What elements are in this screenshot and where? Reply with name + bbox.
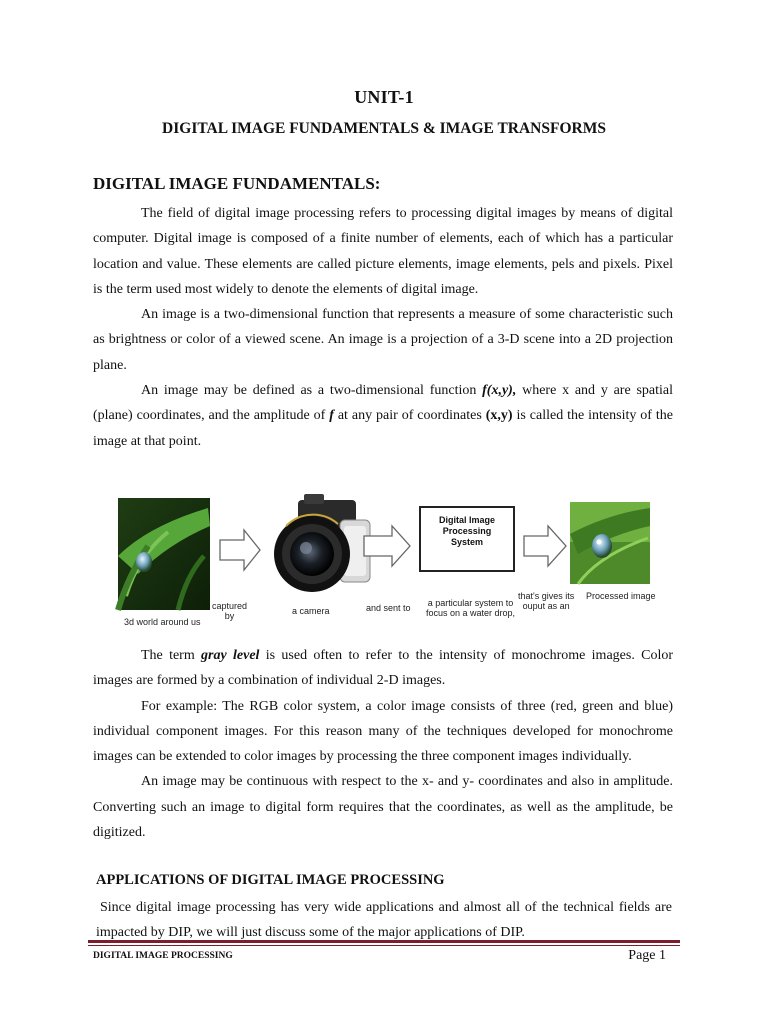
- caption-captured: [212, 601, 247, 621]
- caption-line: ouput as an: [522, 601, 570, 611]
- caption-processed: Processed image: [586, 591, 656, 601]
- footer-course-name: DIGITAL IMAGE PROCESSING: [93, 951, 233, 961]
- body-text-top: [93, 201, 673, 454]
- unit-title: UNIT-1: [354, 87, 414, 107]
- processed-photo: [570, 502, 650, 584]
- arrow-icon: [220, 530, 260, 570]
- caption-sent: and sent to: [366, 603, 411, 613]
- applications-heading: APPLICATIONS OF DIGITAL IMAGE PROCESSING: [96, 872, 445, 888]
- footer-rule: [88, 940, 680, 943]
- caption-line: captured: [212, 601, 248, 611]
- world-photo: [118, 498, 210, 610]
- caption-line: by: [224, 611, 235, 621]
- dip-box-label-line1: Digital Image Processing: [438, 515, 495, 536]
- text-run: where x and y are spatial (plane) coordinates, and the amplitude of: [93, 383, 673, 424]
- caption-line: a particular system to: [427, 598, 514, 608]
- text-run: is called the intensity of the image at that point.: [93, 408, 673, 449]
- arrow-icon: [364, 526, 410, 566]
- caption-line: focus on a water drop,: [426, 608, 516, 618]
- caption-world: 3d world around us: [124, 617, 201, 627]
- body-text-bottom: [93, 643, 673, 845]
- formula-f: f: [329, 408, 334, 424]
- camera-icon: [274, 494, 370, 592]
- text-run: The term: [141, 648, 202, 663]
- caption-system: [426, 598, 515, 618]
- dip-system-box: [419, 506, 515, 572]
- dip-box-label-line2: System: [450, 537, 484, 547]
- section-heading: DIGITAL IMAGE FUNDAMENTALS:: [93, 174, 381, 193]
- paragraph-image-function: An image is a two-dimensional function that represents a measure of some characteristic such as brightness or color of a viewed scene. An image is a projection of a 3-D scene into a 2D projection plane.: [93, 307, 673, 373]
- text-run: An image may be defined as a two-dimensional function: [141, 383, 483, 399]
- caption-camera: a camera: [292, 606, 330, 616]
- page-number: Page 1: [628, 948, 666, 963]
- paragraph-rgb: For example: The RGB color system, a color image consists of three (red, green and blue) individual component images. For this reason many of the techniques developed for monochrome images can be extended to color images by processing the three component images individually.: [93, 698, 673, 765]
- paragraph-pixels: The field of digital image processing refers to processing digital images by means of digital computer. Digital image is composed of a finite number of elements, each of which has a particular location and value. These elements are called picture elements, image elements, pels and pixels. Pixel is the term used most widely to denote the elements of digital image.: [93, 206, 673, 297]
- paragraph-continuous: An image may be continuous with respect to the x- and y- coordinates and also in amplitude. Converting such an image to digital form requires that the coordinates, as well as the amplitude, be digitized.: [93, 774, 673, 841]
- paragraph-applications: Since digital image processing has very wide applications and almost all of the technical fields are impacted by DIP, we will just discuss some of the major applications of DIP.: [96, 900, 672, 941]
- formula-xy: (x,y): [485, 408, 513, 424]
- applications-text: [96, 895, 672, 946]
- image-processing-pipeline-figure: [108, 486, 660, 634]
- caption-gives: [518, 591, 574, 611]
- paragraph-fxy: [93, 378, 673, 454]
- formula-fxy: f(x,y),: [482, 383, 517, 399]
- term-gray-level: gray level: [201, 648, 260, 663]
- paragraph-gray-level: [93, 643, 673, 694]
- text-run: at any pair of coordinates: [333, 408, 486, 424]
- arrow-icon: [524, 526, 566, 566]
- chapter-title: DIGITAL IMAGE FUNDAMENTALS & IMAGE TRANSFORMS: [162, 120, 606, 137]
- footer-rule-thin: [88, 945, 680, 946]
- text-run: is used often to refer to the intensity of monochrome images. Color images are formed by a combination of individual 2-D images.: [93, 648, 674, 689]
- caption-line: that's gives its: [518, 591, 575, 601]
